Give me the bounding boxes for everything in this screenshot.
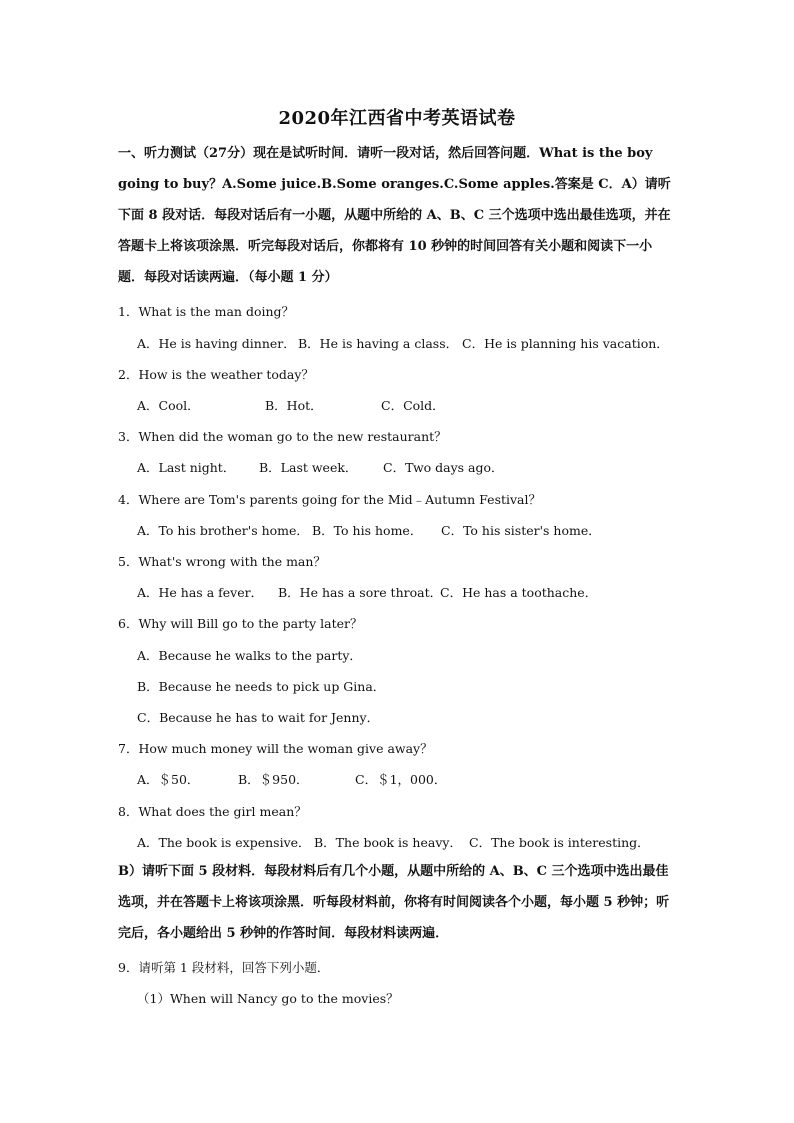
section-b-instructions: B）请听下面 5 段材料．每段材料后有几个小题，从题中所给的 A、B、C 三个选项中选出最佳选项，并在答题卡上将该项涂黑．听每段材料前，你将有时间阅读各个小题，每小题 5 秒钟；听完后，各小题给出 5 秒钟的作答时间．每段材料读两遍． xyxy=(118,864,670,941)
question-1: 1．What is the man doing？ xyxy=(118,304,295,319)
page-title: 2020年江西省中考英语试卷 xyxy=(278,108,516,129)
question-9: 9．请听第 1 段材料，回答下列小题． xyxy=(118,960,330,975)
question-1-option-c: C．He is planning his vacation． xyxy=(462,336,669,351)
question-8: 8．What does the girl mean？ xyxy=(118,804,307,819)
question-2-option-a: A．Cool． xyxy=(137,398,200,413)
question-4-option-c: C．To his sister's home． xyxy=(441,523,601,538)
question-6-option-a: A．Because he walks to the party． xyxy=(137,648,362,663)
question-5-option-b: B．He has a sore throat． xyxy=(278,585,443,600)
question-2: 2．How is the weather today？ xyxy=(118,367,314,382)
question-7-option-a: A．＄50． xyxy=(137,772,200,787)
section-a-instructions: 一、听力测试（27分）现在是试听时间．请听一段对话，然后回答问题．What is the boy going to buy？A.Some juice.B.Some oranges.C.Some apples.答案是 C．A）请听下面 8 段对话．每段对话后有一小题，从题中所给的 A、B、C 三个选项中选出最佳选项，并在答题卡上将该项涂黑．听完每段对话后，你都将有 10 秒钟的时间回答有关小题和阅读下一小题．每段对话读两遍．（每小题 1 分） xyxy=(118,146,671,285)
question-2-option-b: B．Hot． xyxy=(265,398,323,413)
question-1-option-b: B．He is having a class． xyxy=(298,336,459,351)
question-7-option-b: B．＄950． xyxy=(238,772,309,787)
question-5-option-a: A．He has a fever． xyxy=(137,585,264,600)
question-3-option-c: C．Two days ago． xyxy=(383,460,504,475)
question-5-option-c: C．He has a toothache． xyxy=(440,585,598,600)
question-1-option-a: A．He is having dinner． xyxy=(137,336,296,351)
question-8-option-c: C．The book is interesting． xyxy=(469,835,650,850)
question-8-option-b: B．The book is heavy． xyxy=(314,835,462,850)
question-4-option-a: A．To his brother's home． xyxy=(137,523,309,538)
question-6-option-b: B．Because he needs to pick up Gina． xyxy=(137,679,386,694)
question-4-option-b: B．To his home． xyxy=(312,523,423,538)
question-5: 5．What's wrong with the man？ xyxy=(118,554,326,569)
question-6-option-c: C．Because he has to wait for Jenny． xyxy=(137,710,380,725)
question-6: 6．Why will Bill go to the party later？ xyxy=(118,616,363,631)
question-3-option-a: A．Last night． xyxy=(137,460,236,475)
question-9-sub-1: （1）When will Nancy go to the movies？ xyxy=(137,991,399,1006)
question-3: 3．When did the woman go to the new restaurant？ xyxy=(118,429,447,444)
question-4: 4．Where are Tom's parents going for the Mid﹣Autumn Festival？ xyxy=(118,492,542,507)
question-7: 7．How much money will the woman give away？ xyxy=(118,741,433,756)
question-8-option-a: A．The book is expensive． xyxy=(137,835,311,850)
question-7-option-c: C．＄1，000． xyxy=(355,772,447,787)
question-3-option-b: B．Last week． xyxy=(259,460,358,475)
question-2-option-c: C．Cold． xyxy=(381,398,445,413)
